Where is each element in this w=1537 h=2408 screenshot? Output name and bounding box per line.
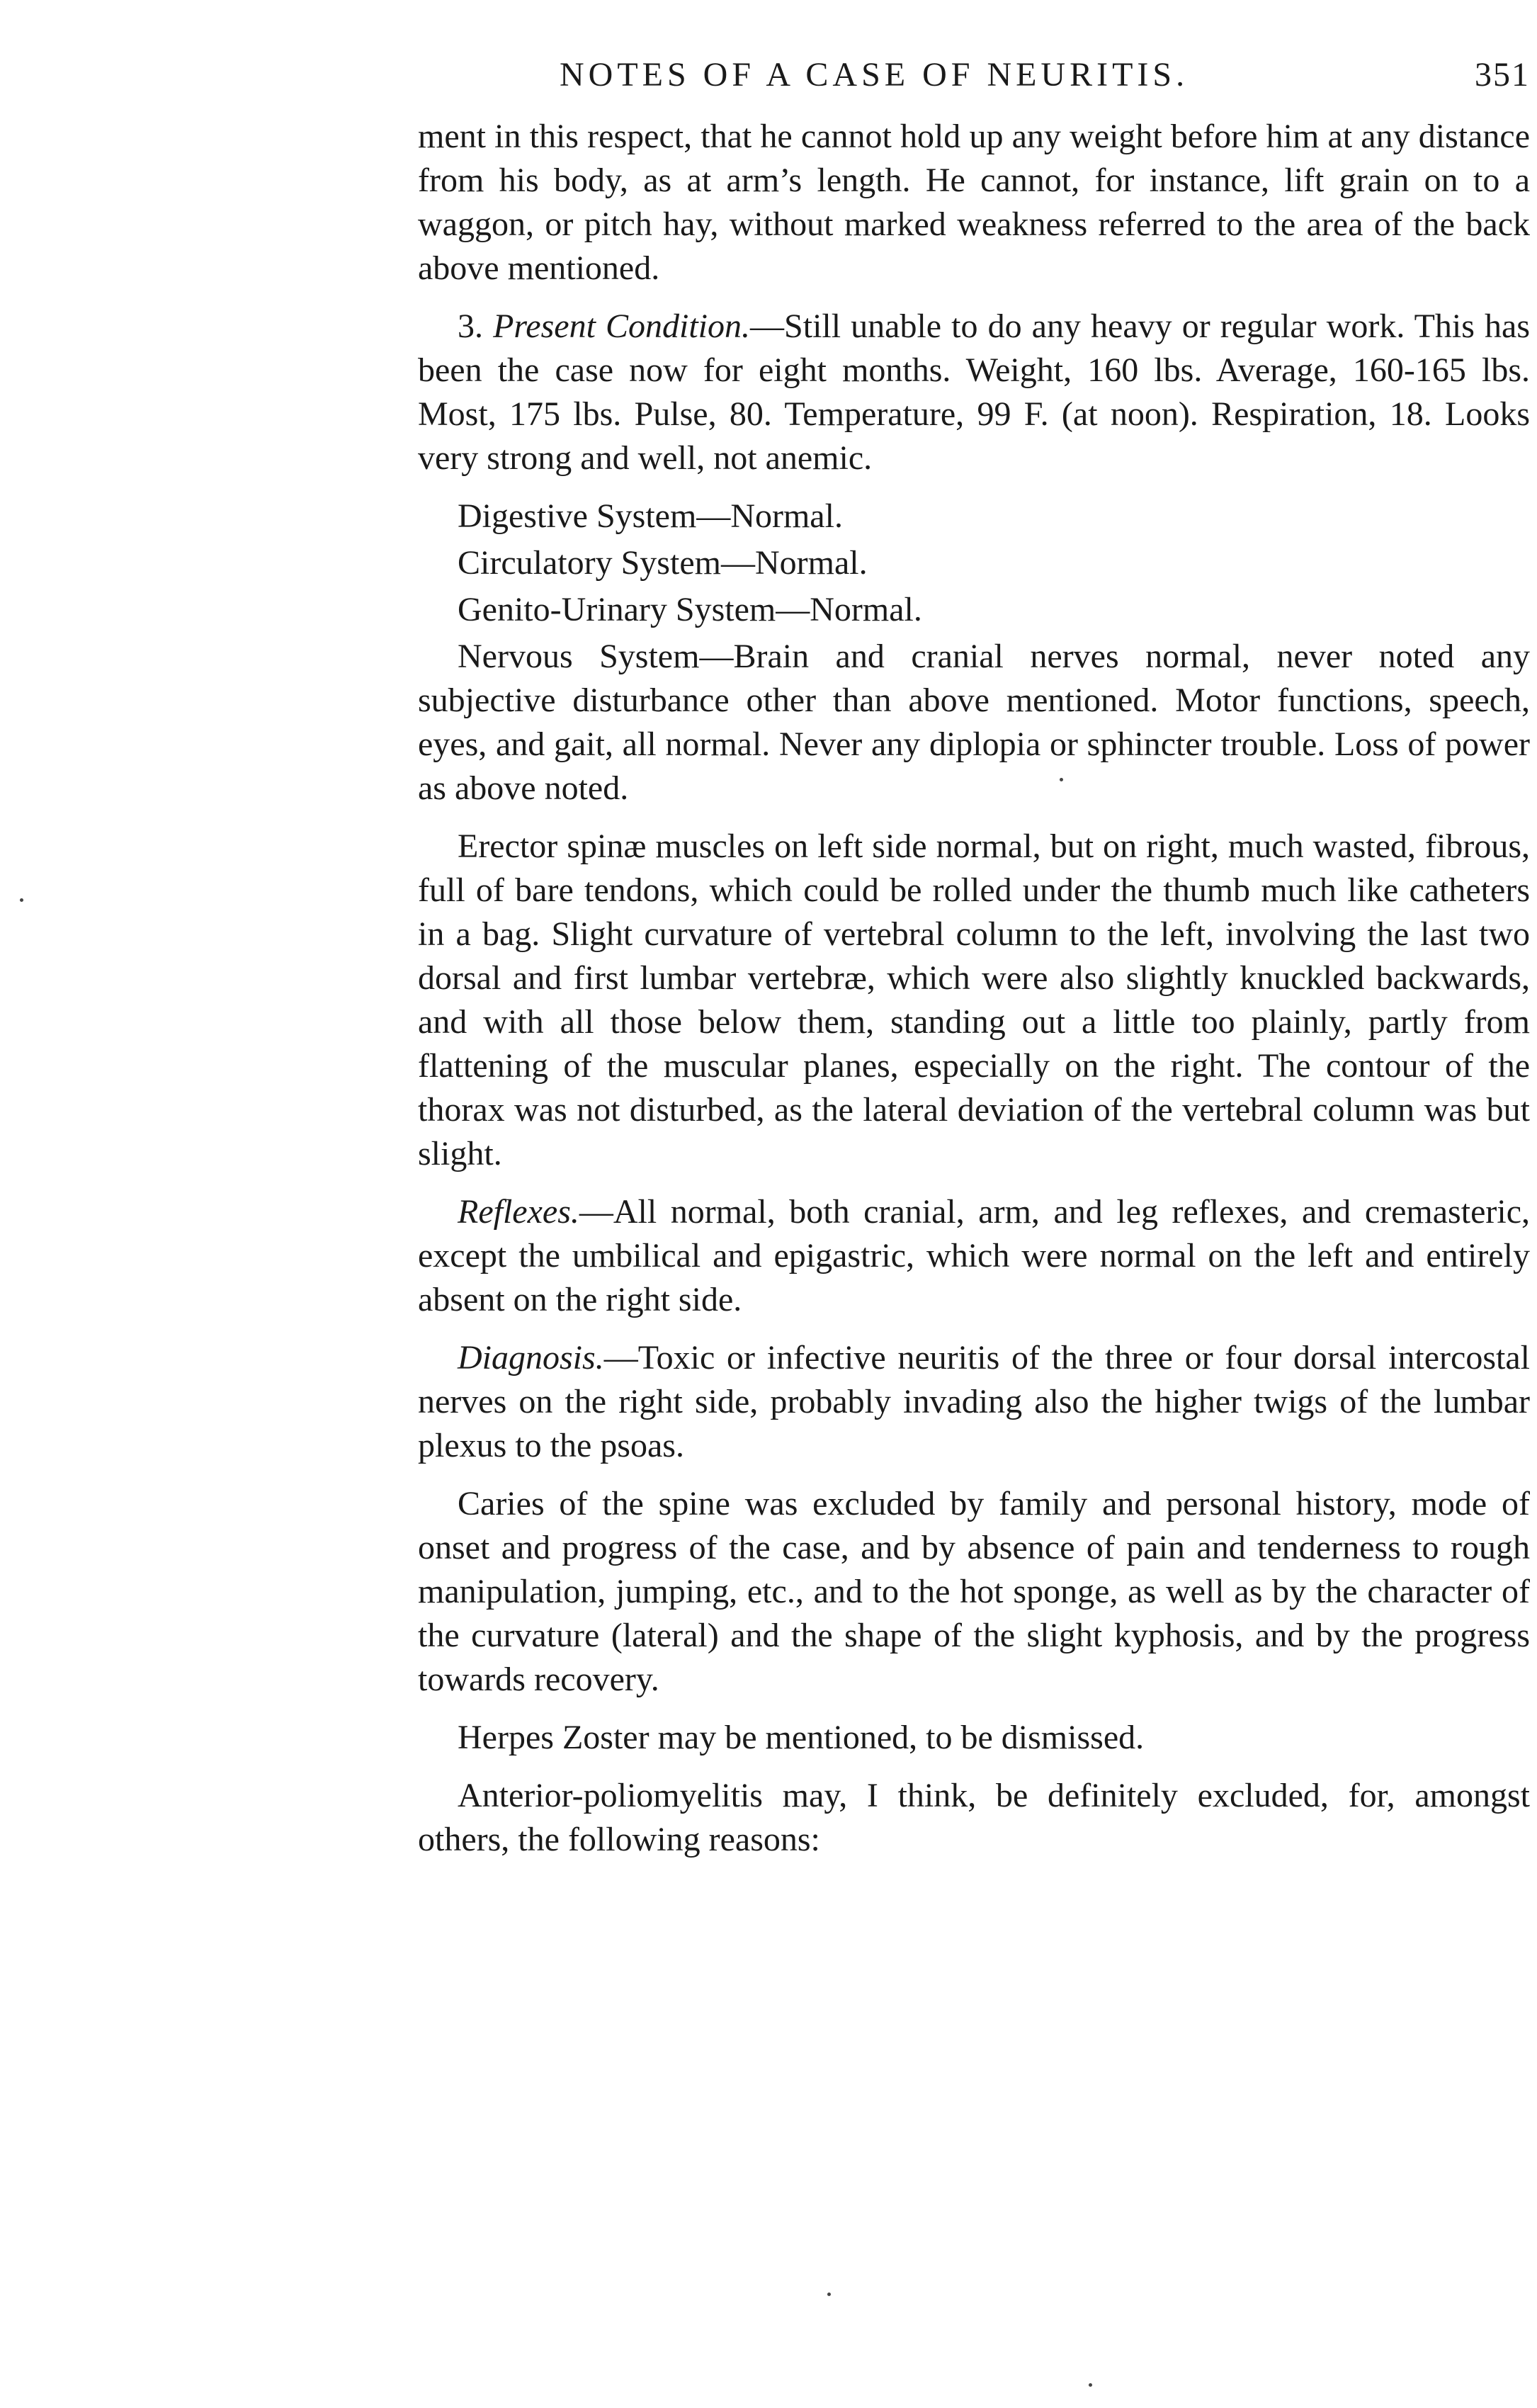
reflexes-text: —All normal, both cranial, arm, and leg reflexes, and cremasteric, except the umbilical and epigastric, which were normal on the left and entirely absent on the right side. bbox=[418, 1193, 1530, 1318]
erector-spinae-paragraph: Erector spinæ muscles on left side normal, but on right, much wasted, fibrous, full of bare tendons, which could be rolled under the thumb much like catheters in a bag. Slight curvature of vertebral column to the left, involving the last two dorsal and first lumbar vertebræ, which were also slightly knuckled backwards, and with all those below them, standing out a little too plainly, partly from flattening of the muscular planes, especially on the right. The contour of the thorax was not disturbed, as the lateral deviation of the vertebral column was but slight. bbox=[418, 827, 1530, 1172]
diagnosis-text: —Toxic or infective neuritis of the three or four dorsal intercostal nerves on the right side, probably invading also the higher twigs of the lumbar plexus to the psoas. bbox=[418, 1339, 1530, 1464]
page-number: 351 bbox=[1475, 56, 1530, 94]
diagnosis-heading: Diagnosis. bbox=[458, 1339, 604, 1377]
running-head bbox=[0, 50, 1537, 106]
present-condition-text: —Still unable to do any heavy or regular work. This has been the case now for eight months. Weight, 160 lbs. Average, 160-165 lbs. Most, 175 lbs. Pulse, 80. Temperature, 99 F. (at noon). Respiration, 18. Looks very strong and well, not anemic. bbox=[418, 307, 1531, 477]
present-condition-heading: Present Condition. bbox=[493, 307, 751, 345]
running-title: NOTES OF A CASE OF NEURITIS. bbox=[560, 56, 1189, 94]
scan-speck bbox=[20, 898, 23, 902]
circulatory-system-line: Circulatory System—Normal. bbox=[458, 544, 868, 582]
caries-paragraph: Caries of the spine was excluded by family and personal history, mode of onset and progress of the case, and by absence of pain and tenderness to rough manipulation, jumping, etc., and to the hot sponge, as well as by the character of the curvature (lateral) and the shape of the slight kyphosis, and by the progress towards recovery. bbox=[418, 1485, 1530, 1698]
scan-speck bbox=[1060, 778, 1063, 781]
anterior-poliomyelitis-paragraph: Anterior-poliomyelitis may, I think, be definitely excluded, for, amongst others, the following reasons: bbox=[418, 1777, 1530, 1858]
reflexes-heading: Reflexes. bbox=[458, 1193, 579, 1231]
section-number: 3. bbox=[458, 307, 483, 345]
genito-urinary-system-line: Genito-Urinary System—Normal. bbox=[458, 591, 922, 628]
continuation-paragraph: ment in this respect, that he cannot hold up any weight before him at any distance from his body, as at arm’s length. He cannot, for instance, lift grain on to a waggon, or pitch hay, without marked weakness referred to the area of the back above mentioned. bbox=[418, 118, 1530, 287]
diagnosis-paragraph bbox=[418, 1336, 1530, 1468]
present-condition-paragraph bbox=[418, 305, 1530, 480]
herpes-zoster-paragraph: Herpes Zoster may be mentioned, to be dismissed. bbox=[458, 1719, 1145, 1756]
body-text bbox=[418, 115, 1530, 1867]
scan-speck bbox=[827, 2293, 831, 2296]
nervous-system-paragraph: Nervous System—Brain and cranial nerves normal, never noted any subjective disturbance other than above mentioned. Motor functions, speech, eyes, and gait, all normal. Never any diplopia or sphincter trouble. Loss of power as above noted. bbox=[418, 638, 1530, 807]
digestive-system-line: Digestive System—Normal. bbox=[458, 497, 843, 535]
scan-speck bbox=[1089, 2383, 1092, 2387]
reflexes-paragraph bbox=[418, 1190, 1530, 1322]
